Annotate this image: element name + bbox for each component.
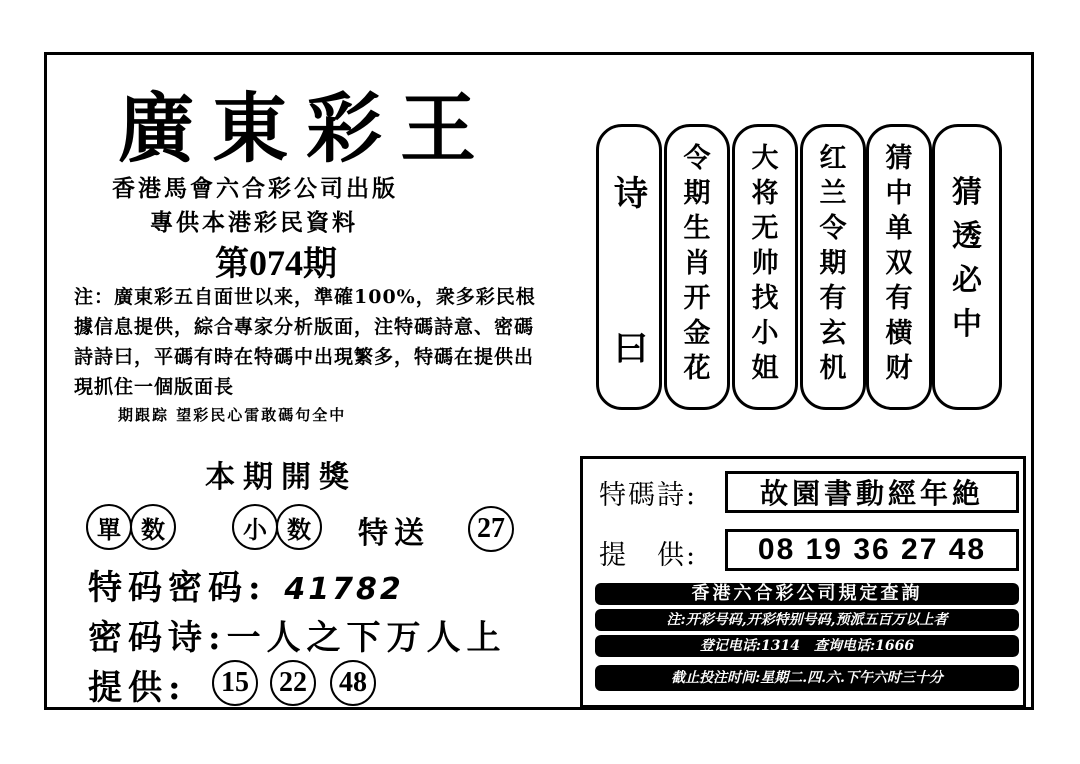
panel-provide-value: 08 19 36 27 48 [725,529,1019,571]
info-panel [580,456,1026,708]
issue-suffix: 期 [303,244,337,284]
scroll-line-3 [800,124,866,410]
xiaoshu-circle-1: 小 [232,504,278,550]
scroll-line-4 [866,124,932,410]
scroll-line-1-text: 令期生肖开金花 [683,143,711,384]
danshu-circle-1: 單 [86,504,132,550]
scroll-line-3-text: 红兰令期有玄机 [819,143,847,384]
tesong-number: 27 [468,506,514,552]
page-title: 廣東彩王 [118,84,494,173]
tema-label: 特码密码: [88,568,267,608]
tema-row [88,560,404,609]
xiaoshu-circle-2: 数 [276,504,322,550]
provide-number-1: 15 [212,660,258,706]
poem-value: 一人之下万人上 [226,618,507,658]
notice-line-3: 截止投注时间:星期二.四.六.下午六时三十分 [595,665,1019,691]
provide-label: 提供: [88,668,187,708]
scroll-line-1 [664,124,730,410]
provide-row [88,660,187,709]
audience-line: 專供本港彩民資料 [150,209,358,236]
scroll-poem [596,124,662,410]
tema-value: 41782 [284,572,404,607]
issue-number [215,236,337,285]
scroll-line-4-text: 猜中单双有横财 [885,143,913,384]
poem-label: 密码诗: [88,618,227,658]
danshu-circle-2: 数 [130,504,176,550]
publisher-line: 香港馬會六合彩公司出版 [112,175,398,202]
note-last-line: 期跟踪 望彩民心雷敢碼句全中 [118,406,347,424]
provide-number-3: 48 [330,660,376,706]
notice-line-2: 登记电话:1314 查询电话:1666 [595,635,1019,657]
draw-title: 本期開獎 [205,460,357,495]
issue-value: 074 [249,243,303,283]
notice-line-1: 注:开彩号码,开彩特别号码,预派五百万以上者 [595,609,1019,631]
issue-prefix: 第 [215,244,249,284]
panel-poem-value: 故園書動經年絶 [725,471,1019,513]
scroll-poem-bottom: 曰 [614,329,648,369]
poem-row [88,610,507,659]
scroll-line-2 [732,124,798,410]
tesong-label: 特送 [358,516,430,551]
scroll-guess [932,124,1002,410]
notice-title: 香港六合彩公司規定查詢 [595,583,1019,605]
scroll-line-2-text: 大将无帅找小姐 [751,143,779,384]
scroll-guess-text: 猜透必中 [952,175,982,342]
note-paragraph: 注：廣東彩五自面世以来，準確100%，衆多彩民根據信息提供，綜合專家分析版面，注特碼詩意、密碼詩詩曰，平碼有時在特碼中出現繁多，特碼在提供出現抓住一個版面長 [74,286,536,398]
provide-number-2: 22 [270,660,316,706]
panel-poem-label: 特碼詩: [599,480,698,511]
scroll-poem-top: 诗 [614,174,648,214]
panel-provide-label: 提 供: [599,540,698,571]
